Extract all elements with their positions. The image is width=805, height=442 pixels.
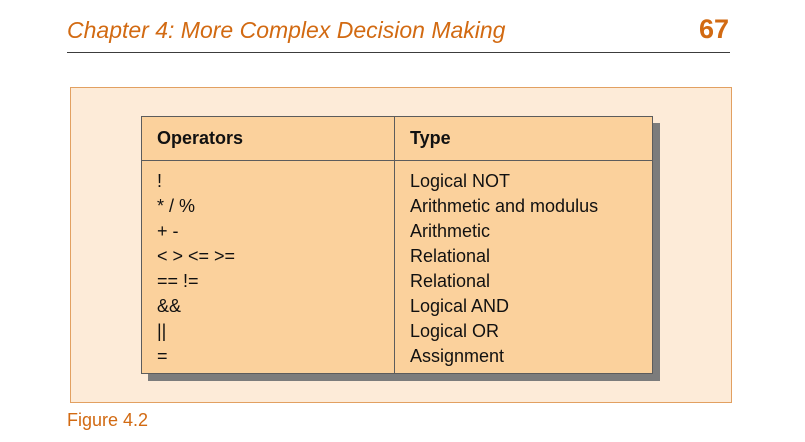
operator-cell: < > <= >= bbox=[157, 246, 236, 266]
table-row bbox=[142, 344, 652, 369]
page-number: 67 bbox=[698, 14, 729, 44]
table-row bbox=[142, 169, 652, 194]
type-cell: Arithmetic bbox=[410, 221, 491, 241]
table-row bbox=[142, 294, 652, 319]
header-divider bbox=[67, 52, 730, 53]
type-cell: Logical NOT bbox=[410, 171, 511, 191]
type-cell: Relational bbox=[410, 246, 491, 266]
table-row bbox=[142, 319, 652, 344]
operator-cell: && bbox=[157, 296, 182, 316]
operators-column-header: Operators bbox=[157, 128, 244, 148]
operator-cell: ! bbox=[157, 171, 163, 191]
type-cell: Logical AND bbox=[410, 296, 510, 316]
table-body bbox=[142, 169, 652, 369]
table-row bbox=[142, 269, 652, 294]
operator-precedence-table bbox=[141, 116, 653, 374]
figure-caption: Figure 4.2 bbox=[67, 410, 149, 430]
table-header-row bbox=[142, 117, 652, 161]
operator-cell: * / % bbox=[157, 196, 196, 216]
type-cell: Relational bbox=[410, 271, 491, 291]
table-row bbox=[142, 219, 652, 244]
type-column-header: Type bbox=[410, 128, 451, 148]
operator-cell: = bbox=[157, 346, 168, 366]
operator-cell: || bbox=[157, 321, 167, 341]
table-row bbox=[142, 244, 652, 269]
chapter-title: Chapter 4: More Complex Decision Making bbox=[67, 17, 506, 43]
table-row bbox=[142, 194, 652, 219]
type-cell: Assignment bbox=[410, 346, 505, 366]
type-cell: Arithmetic and modulus bbox=[410, 196, 599, 216]
operator-cell: == != bbox=[157, 271, 199, 291]
type-cell: Logical OR bbox=[410, 321, 500, 341]
operator-cell: + - bbox=[157, 221, 179, 241]
